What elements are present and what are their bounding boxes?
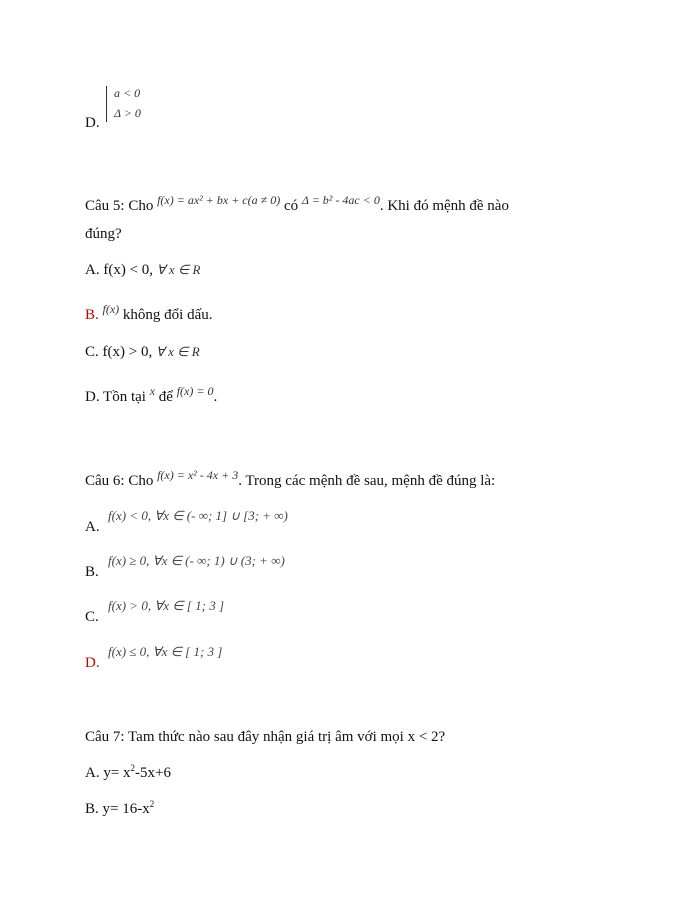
q5-option-c-math: ∀ x ∈ R — [155, 344, 200, 359]
q6-stem-formula: f(x) = x² - 4x + 3 — [157, 468, 239, 482]
q7-option-b — [85, 800, 154, 818]
q6-option-c-formula: f(x) > 0, ∀x ∈ [ 1; 3 ] — [108, 598, 224, 613]
system-row-1: a < 0 — [114, 86, 141, 100]
q5-option-a — [85, 261, 200, 279]
system-row-2: Δ > 0 — [114, 106, 141, 120]
q5-option-d-x: x — [149, 384, 156, 398]
q5-option-a-text: A. f(x) < 0, — [85, 262, 154, 278]
q5-stem-line2: đúng? — [85, 226, 122, 242]
q6-option-a-formula: f(x) < 0, ∀x ∈ (- ∞; 1] ∪ [3; + ∞) — [108, 508, 288, 523]
q5-stem-formula2: Δ = b² - 4ac < 0 — [301, 193, 380, 207]
q5-option-d-formula: f(x) = 0 — [176, 384, 214, 398]
q5-option-d — [85, 384, 218, 406]
q6-option-b-formula: f(x) ≥ 0, ∀x ∈ (- ∞; 1) ∪ (3; + ∞) — [108, 553, 285, 568]
q7-option-a — [85, 764, 171, 782]
q6-option-a-label: A. — [85, 519, 100, 535]
q5-option-c — [85, 343, 200, 361]
q7-option-a-post: -5x+6 — [135, 765, 172, 781]
q4-option-d-label: D. — [85, 115, 100, 131]
q7-stem: Câu 7: Tam thức nào sau đây nhận giá trị âm với mọi x < 2? — [85, 729, 446, 745]
system-brace — [106, 86, 107, 122]
q5-option-d-mid: để — [158, 389, 173, 405]
q7-option-b-sup: 2 — [149, 799, 155, 809]
q6-option-d-label: D. — [85, 655, 100, 671]
q5-option-c-text: C. f(x) > 0, — [85, 344, 153, 360]
q5-stem-mid: có — [283, 198, 299, 214]
q7-option-a-sup: 2 — [130, 763, 136, 773]
q6-option-b-label: B. — [85, 564, 99, 580]
q6-option-d-formula: f(x) ≤ 0, ∀x ∈ [ 1; 3 ] — [108, 644, 223, 659]
q5-stem-suffix: . Khi đó mệnh đề nào — [379, 198, 509, 214]
q6-stem-prefix: Câu 6: Cho — [85, 473, 154, 489]
q4-option-d-system — [106, 84, 166, 124]
q5-option-d-text: D. Tồn tại — [85, 389, 146, 405]
q5-option-b — [85, 302, 213, 324]
q5-stem-formula: f(x) = ax² + bx + c(a ≠ 0) — [157, 193, 281, 207]
q5-option-b-label: B. — [85, 307, 99, 323]
q5-option-a-math: ∀ x ∈ R — [156, 262, 201, 277]
q5-stem — [85, 193, 509, 215]
q5-option-b-formula: f(x) — [102, 302, 120, 316]
q7-option-a-pre: A. y= x — [85, 765, 131, 781]
q6-stem — [85, 468, 496, 490]
q5-option-b-text: không đổi dấu. — [122, 307, 213, 323]
q6-option-c-label: C. — [85, 609, 99, 625]
q5-stem-prefix: Câu 5: Cho — [85, 198, 154, 214]
q6-stem-suffix: . Trong các mệnh đề sau, mệnh đề đúng là: — [238, 473, 496, 489]
q7-option-b-pre: B. y= 16-x — [85, 801, 150, 817]
q5-option-d-end: . — [213, 389, 218, 405]
